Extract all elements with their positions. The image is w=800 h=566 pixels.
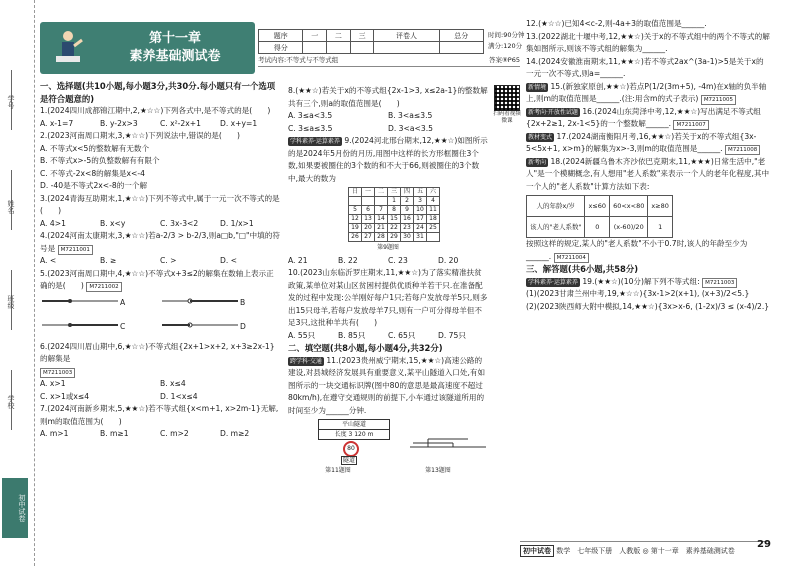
options-q10 <box>288 330 488 343</box>
calendar-row <box>349 215 440 224</box>
option[interactable]: D. 3<a<3.5 <box>388 123 433 133</box>
question-code: M7211001 <box>58 245 93 255</box>
tag-badge: 跨学科·交通 <box>290 357 322 365</box>
calendar-cell <box>362 197 375 206</box>
score-cell: 题序 <box>259 30 303 42</box>
question-15 <box>526 81 770 106</box>
options-q6 <box>40 378 280 391</box>
question-19-text: 19.(★★☆)(10分)解下列不等式组: <box>582 276 700 286</box>
option[interactable]: C. x²-2x+1 <box>160 118 201 128</box>
option[interactable]: D. < <box>220 256 238 265</box>
question-14: 14.(2024安徽淮南期末,11,★★☆)若不等式2ax^(3a-1)>5是关于x的一元一次不等式,则a=______. <box>526 56 764 78</box>
calendar-cell <box>349 197 362 206</box>
question-1: 1.(2024四川成都锦江期中,2,★☆☆)下列各式中,是不等式的是( ) <box>40 106 271 115</box>
options-q8 <box>288 110 488 123</box>
tag-badge: 学科素养·运算素养 <box>290 138 340 145</box>
captions-row <box>288 465 488 478</box>
column-middle <box>288 85 488 478</box>
question-code: M7211003 <box>40 368 75 378</box>
calendar-cell: 一 <box>362 188 375 197</box>
options-q7 <box>40 428 280 441</box>
number-line-icon <box>408 435 488 455</box>
option-c[interactable] <box>40 317 160 337</box>
page-number: 29 <box>757 539 771 550</box>
scope-text: 考试内容:不等式与不等式组 <box>258 56 339 64</box>
option[interactable]: B. 不等式x>-5的负整数解有有限个 <box>40 156 160 165</box>
option[interactable]: A. m>1 <box>40 429 69 438</box>
question-code: M7211007 <box>673 120 708 130</box>
calendar-header <box>349 188 440 197</box>
question-3: 3.(2024青海互助期末,1,★☆☆)下列不等式中,属于一元一次不等式的是( ) <box>40 193 280 215</box>
question-5-text: 5.(2023河南周口期中,4,★☆☆)不等式x+3≤2的解集在数轴上表示正确的是( ) <box>40 268 274 290</box>
question-19-part2: (2)(2023陕西师大附中模拟,14,★★☆){3x>x-6, (1-2x)/3 ≤ (x-4)/2.} <box>526 301 770 311</box>
question-code: M7211004 <box>554 253 589 263</box>
option[interactable]: D. -40是不等式2x<-8的一个解 <box>40 181 148 190</box>
student-figure-icon <box>48 28 88 68</box>
figure-caption: 第11题图 <box>325 467 351 474</box>
calendar-cell: 15 <box>388 215 401 224</box>
table-cell: x≥80 <box>648 196 673 217</box>
calendar-table <box>348 187 440 242</box>
table-row <box>527 196 673 217</box>
score-row-values <box>259 42 484 54</box>
margin-label-student-id: 学号 <box>7 95 15 109</box>
calendar-cell: 五 <box>414 188 427 197</box>
section-heading: 二、填空题(共8小题,每小题4分,共32分) <box>288 343 443 353</box>
calendar-cell: 30 <box>401 233 414 242</box>
question-9 <box>288 135 488 185</box>
score-cell: 三 <box>350 30 374 42</box>
calendar-cell: 11 <box>427 206 440 215</box>
tunnel-label: 隧道 <box>343 457 356 464</box>
question-19 <box>526 276 770 289</box>
options-q1 <box>40 118 280 131</box>
option[interactable]: D. x+y=1 <box>220 118 258 128</box>
score-cell: 得分 <box>259 42 303 54</box>
figure-caption: 第13题图 <box>425 467 451 474</box>
calendar-cell <box>375 197 388 206</box>
tag-badge: 教材变式 <box>528 133 553 141</box>
option[interactable]: C. > <box>160 256 177 265</box>
options-q3 <box>40 218 280 231</box>
score-table <box>258 29 484 54</box>
tag-badge: 学科素养·运算素养 <box>528 278 578 286</box>
calendar-cell: 二 <box>375 188 388 197</box>
calendar-cell: 12 <box>349 215 362 224</box>
question-11-text: 11.(2023贵州威宁期末,15,★★☆)高速公路的建设,对县城经济发展具有重要意义,某平山隧道入口处,有如图所示的一块交通标识牌(图中80的意思是最高速度不超过80km/h),在遵守交通规则的前提下,小车通过该隧道所用的时间至少为______分钟. <box>288 355 486 415</box>
calendar-cell: 8 <box>388 206 401 215</box>
calendar-cell: 9 <box>401 206 414 215</box>
option-label: A <box>120 297 126 307</box>
option[interactable]: C. m>2 <box>160 429 189 438</box>
number-line-icon <box>160 317 240 337</box>
calendar-row <box>349 224 440 233</box>
option[interactable]: D. m≥2 <box>220 429 250 438</box>
options-q9 <box>288 255 488 268</box>
option-b[interactable] <box>160 293 280 313</box>
table-cell: 该人的"老人系数" <box>527 217 585 238</box>
question-5 <box>40 268 280 293</box>
tunnel-length: 长度 3 120 m <box>334 431 374 438</box>
question-12: 12.(★☆☆)已知4<c-2,则-4a+3的取值范围是______. <box>526 19 707 28</box>
option[interactable]: B. x≤4 <box>160 379 186 388</box>
calendar-cell: 10 <box>414 206 427 215</box>
score-cell: 二 <box>327 30 351 42</box>
binding-margin <box>0 0 35 566</box>
qr-code[interactable] <box>494 85 520 111</box>
number-line-icon <box>160 293 240 313</box>
calendar-cell: 21 <box>375 224 388 233</box>
calendar-cell: 1 <box>388 197 401 206</box>
score-row-header <box>259 30 484 42</box>
calendar-cell: 22 <box>388 224 401 233</box>
question-code: M7211002 <box>86 282 121 292</box>
option[interactable]: D. 1<x≤4 <box>160 391 198 401</box>
option[interactable]: A. x>1 <box>40 379 66 388</box>
tag-badge: 新考向·开放性试题 <box>528 108 578 116</box>
table-cell: 人的年龄x/岁 <box>527 196 585 217</box>
question-17-text: 17.(2024湖南衡阳月考,16,★★☆)若关于x的不等式组{3x-5<5x+1, x>m}的解集为x>-3,则m的取值范围是______. <box>526 131 757 153</box>
question-9-text: 9.(2024河北邢台期末,12,★★☆)如图所示的是2024年5月份的月历,用图中这样的长方形框圈住3个数,如果要被圈住的3个数的和不大于66,则被圈住的3个数中,最大的数为 <box>288 136 488 183</box>
table-cell: 1 <box>648 217 673 238</box>
margin-label-class: 班级 <box>7 295 15 309</box>
calendar-cell: 三 <box>388 188 401 197</box>
chapter-title: 第十一章 <box>148 31 201 46</box>
options-q5 <box>40 293 280 317</box>
option[interactable]: C. x>1或x≤4 <box>40 391 90 401</box>
options-q6-row2 <box>40 391 280 404</box>
table-cell: 0 <box>585 217 610 238</box>
option[interactable]: C. 3≤a≤3.5 <box>288 123 333 133</box>
calendar-cell: 20 <box>362 224 375 233</box>
column-right <box>526 18 770 313</box>
calendar-cell: 25 <box>427 224 440 233</box>
option[interactable]: B. 3<a≤3.5 <box>388 111 433 120</box>
option-a[interactable] <box>40 293 160 313</box>
question-15-text: 15.(新独家原创,★★☆)若点P(1/2(3m+5), -4m)在x轴的负半轴上,则m的取值范围是______.(注:用含m的式子表示) <box>526 81 767 103</box>
option[interactable]: A. 4>1 <box>40 218 66 228</box>
question-11 <box>288 355 488 418</box>
calendar-cell: 四 <box>401 188 414 197</box>
option[interactable]: B. ≥ <box>100 256 117 265</box>
calendar-row <box>349 206 440 215</box>
number-line-icon <box>40 317 120 337</box>
option[interactable]: B. x<y <box>100 218 126 228</box>
calendar-cell: 31 <box>414 233 427 242</box>
calendar-cell: 六 <box>427 188 440 197</box>
qr-label: 扫码看视频 微课 <box>493 111 521 124</box>
question-code-row <box>40 366 280 379</box>
question-16-text: 16.(2024山东菏泽中考,12,★★☆)写出满足不等式组{2x+2≥1, 2x-1<5}的一个整数解______. <box>526 106 761 128</box>
question-18-text: 18.(2024新疆乌鲁木齐沙依巴克期末,11,★★★)日常生活中,"老人"是一个模糊概念,有人想用"老人系数"来表示一个人的老年化程度,其中一个人的"老人系数"计算方法如下表: <box>526 156 770 191</box>
option-label: D <box>240 321 246 331</box>
brand-badge: 初中试卷 <box>520 545 554 557</box>
score-input-cell[interactable] <box>374 42 439 54</box>
calendar-cell: 29 <box>388 233 401 242</box>
column-left <box>40 80 280 441</box>
option[interactable]: A. 3≤a<3.5 <box>288 111 333 120</box>
page-footer <box>520 541 768 557</box>
calendar-cell <box>427 233 440 242</box>
side-tab: 初中试卷 <box>2 478 28 538</box>
option[interactable]: A. 55只 <box>288 330 316 340</box>
score-input-cell[interactable] <box>303 42 327 54</box>
option[interactable]: D. 1/x>1 <box>220 218 254 228</box>
score-input-cell[interactable] <box>350 42 374 54</box>
calendar-cell: 23 <box>401 224 414 233</box>
calendar-cell: 日 <box>349 188 362 197</box>
option[interactable]: A. < <box>40 256 57 265</box>
question-19-part1: (1)(2023甘肃兰州中考,19,★☆☆){3x-1>2(x+1), (x+3)/2<5.} <box>526 289 750 298</box>
option[interactable]: B. 22 <box>338 255 358 265</box>
options-q8-row2 <box>288 123 488 136</box>
question-8: 8.(★★☆)若关于x的不等式组{2x-1>3, x≤2a-1}的整数解共有三个,则a的取值范围是( ) <box>288 86 488 108</box>
option[interactable]: B. 85只 <box>338 330 366 340</box>
question-4-text: 4.(2024河南太康期末,3,★☆☆)若a-2/3 > b-2/3,则a□b,"□"中填的符号是 <box>40 231 280 253</box>
calendar-cell: 27 <box>362 233 375 242</box>
answer-reference: 答案⑨P65 <box>488 56 520 64</box>
footer-text: 数学 七年级下册 人教版 ◎ 第十一章 素养基础测试卷 <box>556 547 735 555</box>
calendar-cell: 6 <box>362 206 375 215</box>
question-18-tail <box>526 238 770 263</box>
scope-note <box>258 55 520 67</box>
time-info <box>488 30 524 52</box>
option[interactable]: A. 不等式x<5的整数解有无数个 <box>40 143 150 153</box>
question-code: M7211005 <box>701 95 736 105</box>
tag-badge: 新情境 <box>528 83 547 91</box>
tunnel-name: 平山隧道 <box>319 420 389 430</box>
elder-coefficient-table <box>526 195 673 238</box>
option-label: B <box>240 297 246 307</box>
question-13: 13.(2022湖北十堰中考,12,★★☆)关于x的不等式组中的两个不等式的解集如图所示,则该不等式组的解集为______. <box>526 31 770 53</box>
calendar-cell: 19 <box>349 224 362 233</box>
section-heading: 三、解答题(共6小题,共58分) <box>526 264 639 274</box>
calendar-cell: 17 <box>414 215 427 224</box>
option[interactable]: D. 75只 <box>438 330 466 340</box>
tag-badge: 新考向 <box>528 158 547 166</box>
question-7: 7.(2024河南新乡期末,5,★★☆)若不等式组{x<m+1, x>2m-1}无解,则m的取值范围为( ) <box>40 404 279 426</box>
calendar-cell: 18 <box>427 215 440 224</box>
calendar-cell: 14 <box>375 215 388 224</box>
figure-caption: 第9题图 <box>377 244 399 251</box>
option[interactable]: C. 65只 <box>388 330 416 340</box>
figures-row <box>288 417 488 465</box>
question-2: 2.(2023河南周口期末,3,★☆☆)下列说法中,错误的是( ) <box>40 131 241 140</box>
question-6: 6.(2024四川眉山期中,6,★☆☆)不等式组{2x+1>x+2, x+3≥2x-1}的解集是 <box>40 341 275 363</box>
full-score: 满分:120分 <box>488 42 523 50</box>
question-17 <box>526 131 770 156</box>
option[interactable]: C. 3x-3<2 <box>160 218 199 228</box>
number-line-icon <box>40 293 120 313</box>
question-10: 10.(2023山东临沂罗庄期末,11,★★☆)为了落实精准扶贫政策,某单位对某山区贫困村提供优质种羊若干只.在准备配发的过程中发现:公羊刚好每户1只;若每户发放母羊5只,则多出15只母羊,若每户发放母羊7只,则有一户可分得母羊但不足3只,这批种羊共有( ) <box>288 268 488 327</box>
time-limit: 时间:90分钟 <box>488 31 525 39</box>
calendar-cell: 7 <box>375 206 388 215</box>
calendar-row <box>349 197 440 206</box>
option-label: C <box>120 321 126 331</box>
question-code: M7211008 <box>725 145 760 155</box>
speed-limit-sign: 80 <box>343 441 359 457</box>
question-code: M7211003 <box>702 278 737 288</box>
margin-label-school: 学校 <box>7 395 15 409</box>
option[interactable]: B. y-2x>3 <box>100 118 138 128</box>
question-18-tail-text: 按照这样的规定,某人的"老人系数"不小于0.7时,该人的年龄至少为______. <box>526 239 748 261</box>
calendar-cell: 28 <box>375 233 388 242</box>
margin-label-name: 姓名 <box>7 200 15 214</box>
section-heading: 一、选择题(共10小题,每小题3分,共30分.每小题只有一个选项是符合题意的) <box>40 81 276 104</box>
table-cell: 60<x<80 <box>610 196 648 217</box>
calendar-cell: 2 <box>401 197 414 206</box>
option[interactable]: A. x-1=7 <box>40 118 74 128</box>
option[interactable]: C. 23 <box>388 255 408 265</box>
table-cell: (x-60)/20 <box>610 217 648 238</box>
question-16 <box>526 106 770 131</box>
score-cell: 评卷人 <box>374 30 439 42</box>
table-row <box>527 217 673 238</box>
calendar-cell: 26 <box>349 233 362 242</box>
calendar-cell: 13 <box>362 215 375 224</box>
test-title: 素养基础测试卷 <box>129 49 221 64</box>
option[interactable]: A. 21 <box>288 255 308 265</box>
calendar-cell: 4 <box>427 197 440 206</box>
tunnel-sign <box>318 419 390 440</box>
calendar-row <box>349 233 440 242</box>
option[interactable]: C. 不等式-2x<8的解集是x<-4 <box>40 168 145 178</box>
calendar-cell: 5 <box>349 206 362 215</box>
option[interactable]: B. m≥1 <box>100 429 129 438</box>
score-cell: 一 <box>303 30 327 42</box>
options-q5-row2 <box>40 317 280 341</box>
calendar-cell: 16 <box>401 215 414 224</box>
score-input-cell[interactable] <box>327 42 351 54</box>
question-18 <box>526 156 770 194</box>
score-input-cell[interactable] <box>439 42 483 54</box>
score-cell: 总分 <box>439 30 483 42</box>
table-cell: x≤60 <box>585 196 610 217</box>
option-d[interactable] <box>160 317 280 337</box>
option[interactable]: D. 20 <box>438 255 459 265</box>
calendar-cell: 3 <box>414 197 427 206</box>
question-4 <box>40 230 280 255</box>
calendar-cell: 24 <box>414 224 427 233</box>
options-q4 <box>40 255 280 268</box>
